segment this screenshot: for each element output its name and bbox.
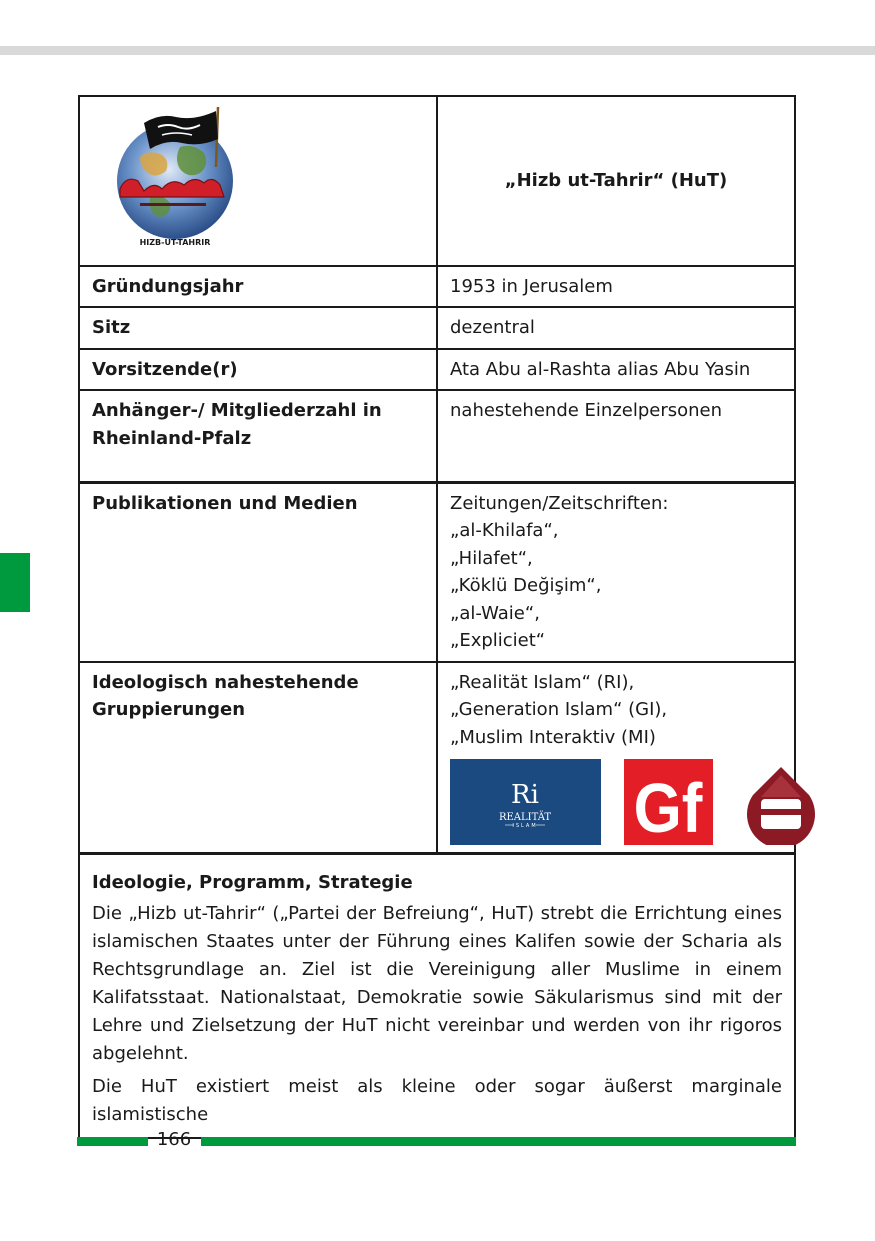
top-rule xyxy=(0,46,875,55)
header-row xyxy=(79,96,795,266)
organization-name: „Hizb ut-Tahrir“ (HuT) xyxy=(437,96,795,266)
organization-logo xyxy=(79,96,437,266)
svg-text:ISLAM: ISLAM xyxy=(512,823,538,829)
chair-label: Vorsitzende(r) xyxy=(79,349,437,391)
group-item: „Realität Islam“ (RI), xyxy=(450,671,635,693)
members-value: nahestehende Einzelpersonen xyxy=(437,390,795,482)
publication-item: „Hilafet“, xyxy=(450,547,533,569)
publication-item: Zeitungen/Zeitschriften: xyxy=(450,492,669,514)
row-related-groups xyxy=(79,662,795,854)
ideology-heading: Ideologie, Programm, Strategie xyxy=(92,872,413,893)
founding-year-value: 1953 in Jerusalem xyxy=(437,266,795,308)
row-members xyxy=(79,390,795,482)
group-item: „Generation Islam“ (GI), xyxy=(450,699,668,720)
svg-text:REALITÄT: REALITÄT xyxy=(498,812,552,823)
generation-islam-logo xyxy=(624,759,713,845)
row-ideology xyxy=(79,854,795,1138)
publications-label: Publikationen und Medien xyxy=(79,482,437,662)
footer-rule-left xyxy=(77,1137,148,1146)
ideology-paragraph: Die HuT existiert meist als kleine oder sogar äußerst marginale islamistische xyxy=(92,1075,782,1125)
publication-item: „Expliciet“ xyxy=(450,630,546,651)
row-publications xyxy=(79,482,795,662)
muslim-interaktiv-logo xyxy=(743,765,819,851)
publication-item: „al-Khilafa“, xyxy=(450,520,559,541)
hizb-ut-tahrir-logo xyxy=(80,97,270,256)
group-item: „Muslim Interaktiv (MI) xyxy=(450,726,656,748)
ideology-section xyxy=(79,854,795,1138)
chapter-tab xyxy=(0,553,30,612)
members-label: Anhänger-/ Mitgliederzahl in Rheinland-Pfalz xyxy=(79,390,437,482)
row-chair xyxy=(79,349,795,391)
row-founding-year xyxy=(79,266,795,308)
organization-profile-table xyxy=(78,95,796,1139)
founding-year-label: Gründungsjahr xyxy=(79,266,437,308)
publication-item: „Köklü Değişim“, xyxy=(450,575,602,596)
chair-value: Ata Abu al-Rashta alias Abu Yasin xyxy=(437,349,795,391)
seat-value: dezentral xyxy=(437,307,795,349)
publication-item: „al-Waie“, xyxy=(450,602,540,624)
related-groups-list xyxy=(437,662,795,854)
ideology-paragraph: Die „Hizb ut-Tahrir“ („Partei der Befreiung“, HuT) strebt die Errichtung eines islamischen Staates unter der Führung eines Kalifen sowie der Scharia als Rechtsgrundlage an. Ziel ist die Vereinigung aller Muslime in einem Kalifatsstaat. Nationalstaat, Demokratie sowie Säkularismus sind mit der Lehre und Zielsetzung der HuT nicht vereinbar und werden von ihr rigoros abgelehnt. xyxy=(92,902,782,1064)
related-groups-label: Ideologisch nahestehende Gruppierungen xyxy=(79,662,437,854)
group-logos xyxy=(450,759,782,846)
logo-caption: HIZB-UT-TAHRIR xyxy=(139,238,211,247)
footer-rule-right xyxy=(201,1137,796,1146)
svg-text:Ri: Ri xyxy=(511,780,539,810)
page-number: 166 xyxy=(156,1129,192,1150)
seat-label: Sitz xyxy=(79,307,437,349)
realitaet-islam-logo xyxy=(450,759,601,845)
publications-list xyxy=(437,482,795,662)
row-seat xyxy=(79,307,795,349)
svg-text:Gf: Gf xyxy=(633,768,703,845)
